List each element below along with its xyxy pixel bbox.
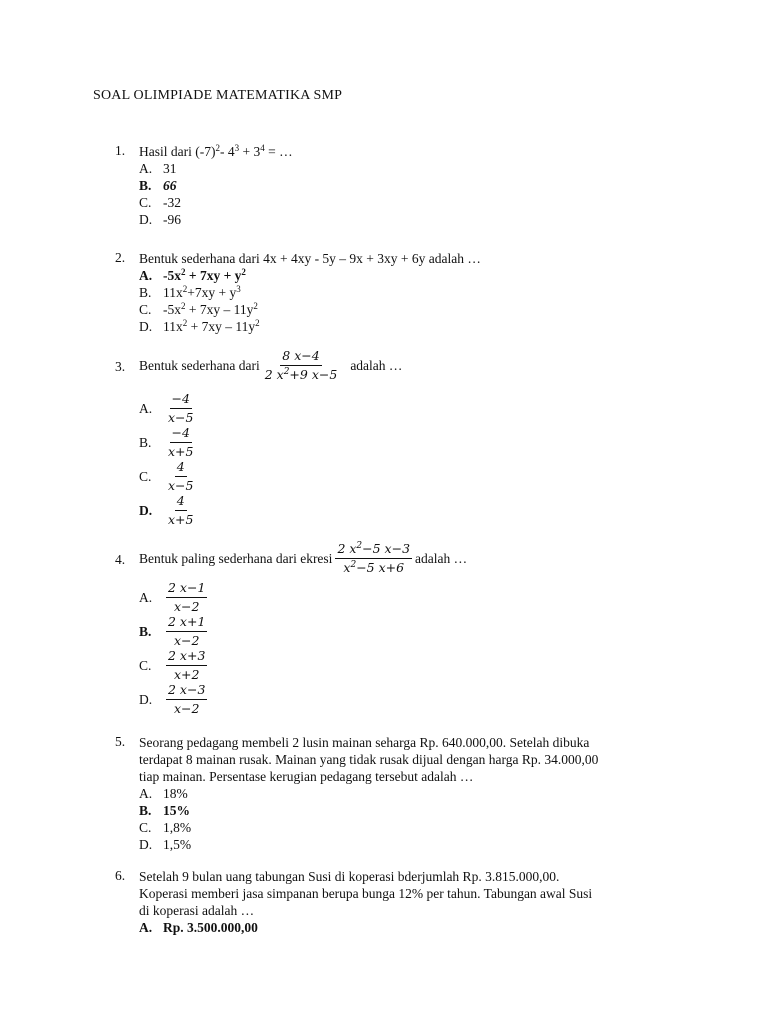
option-a: A. $\frac{-4}{x-5}$ [139,390,194,425]
option-b-answer: B. 15% [139,803,190,818]
question-text: Bentuk sederhana dari 4x + 4xy - 5y – 9x + 3xy + 6y adalah … [139,251,481,266]
option-b-answer: B. $\frac{2 x+1}{x-2}$ [139,613,206,648]
option-c: C. $-5x^2 + 7xy - 11y^2$ [139,301,258,317]
question-5 [115,734,685,853]
option-a: A. 31 [139,161,177,176]
option-d: D. 1,5% [139,837,192,852]
option-c: C. $\frac{4}{x-5}$ [139,458,194,493]
question-1 [115,143,685,228]
question-number: 6. [115,868,126,883]
question-text-line: Setelah 9 bulan uang tabungan Susi di koperasi bderjumlah Rp. 3.815.000,00. [139,869,560,884]
expression-fraction: $\frac{8 x-4}{2 x^2+9 x-5}$ [264,348,338,382]
question-number: 5. [115,734,126,749]
question-text: Bentuk sederhana dari $\frac{8 x-4}{2 x^2+9 x-5}$ adalah … [139,348,403,382]
option-a-answer: A. $-5x^2 + 7xy + y^2$ [139,267,246,283]
question-3 [115,348,685,527]
expression-fraction: $\frac{2 x^2-5 x-3}{x^2-5 x+6}$ [337,541,411,575]
question-text-line: di koperasi adalah … [139,903,255,918]
option-c: C. $\frac{2 x+3}{x+2}$ [139,647,206,682]
option-a: A. 18% [139,786,188,801]
question-text: Bentuk paling sederhana dari ekresi $\frac{2 x^2-5 x-3}{x^2-5 x+6}$ adalah … [139,541,468,575]
question-text-line: Koperasi memberi jasa simpanan berupa bunga 12% per tahun. Tabungan awal Susi [139,886,593,901]
question-text: Hasil dari $(-7)^2-$ $4^3 + 3^4$ = … [139,143,293,159]
question-number: 3. [115,359,126,374]
option-d: D. $11x^2 + 7xy - 11y^2$ [139,318,260,334]
question-4 [115,541,685,716]
option-d-answer: D. $\frac{4}{x+5}$ [139,492,194,527]
option-d: D. $\frac{2 x-3}{x-2}$ [139,681,206,716]
option-c: C. 1,8% [139,820,192,835]
option-d: D. -96 [139,212,181,227]
question-text-line: tiap mainan. Persentase kerugian pedagang tersebut adalah … [139,769,474,784]
question-6 [115,868,685,936]
option-a: A. $\frac{2 x-1}{x-2}$ [139,579,206,614]
option-a-answer: A. Rp. 3.500.000,00 [139,920,258,935]
option-b: B. $11x^2+7xy + y^3$ [139,284,241,300]
option-b: B. $\frac{-4}{x+5}$ [139,424,194,459]
question-text-line: Seorang pedagang membeli 2 lusin mainan seharga Rp. 640.000,00. Setelah dibuka [139,735,590,750]
question-number: 1. [115,143,126,158]
question-number: 4. [115,552,126,567]
question-2 [115,250,685,335]
option-c: C. -32 [139,195,181,210]
question-number: 2. [115,250,126,265]
page-title: SOAL OLIMPIADE MATEMATIKA SMP [93,88,343,103]
question-text-line: terdapat 8 mainan rusak. Mainan yang tidak rusak dijual dengan harga Rp. 34.000,00 [139,752,599,767]
option-b-answer: B. 66 [139,178,177,193]
